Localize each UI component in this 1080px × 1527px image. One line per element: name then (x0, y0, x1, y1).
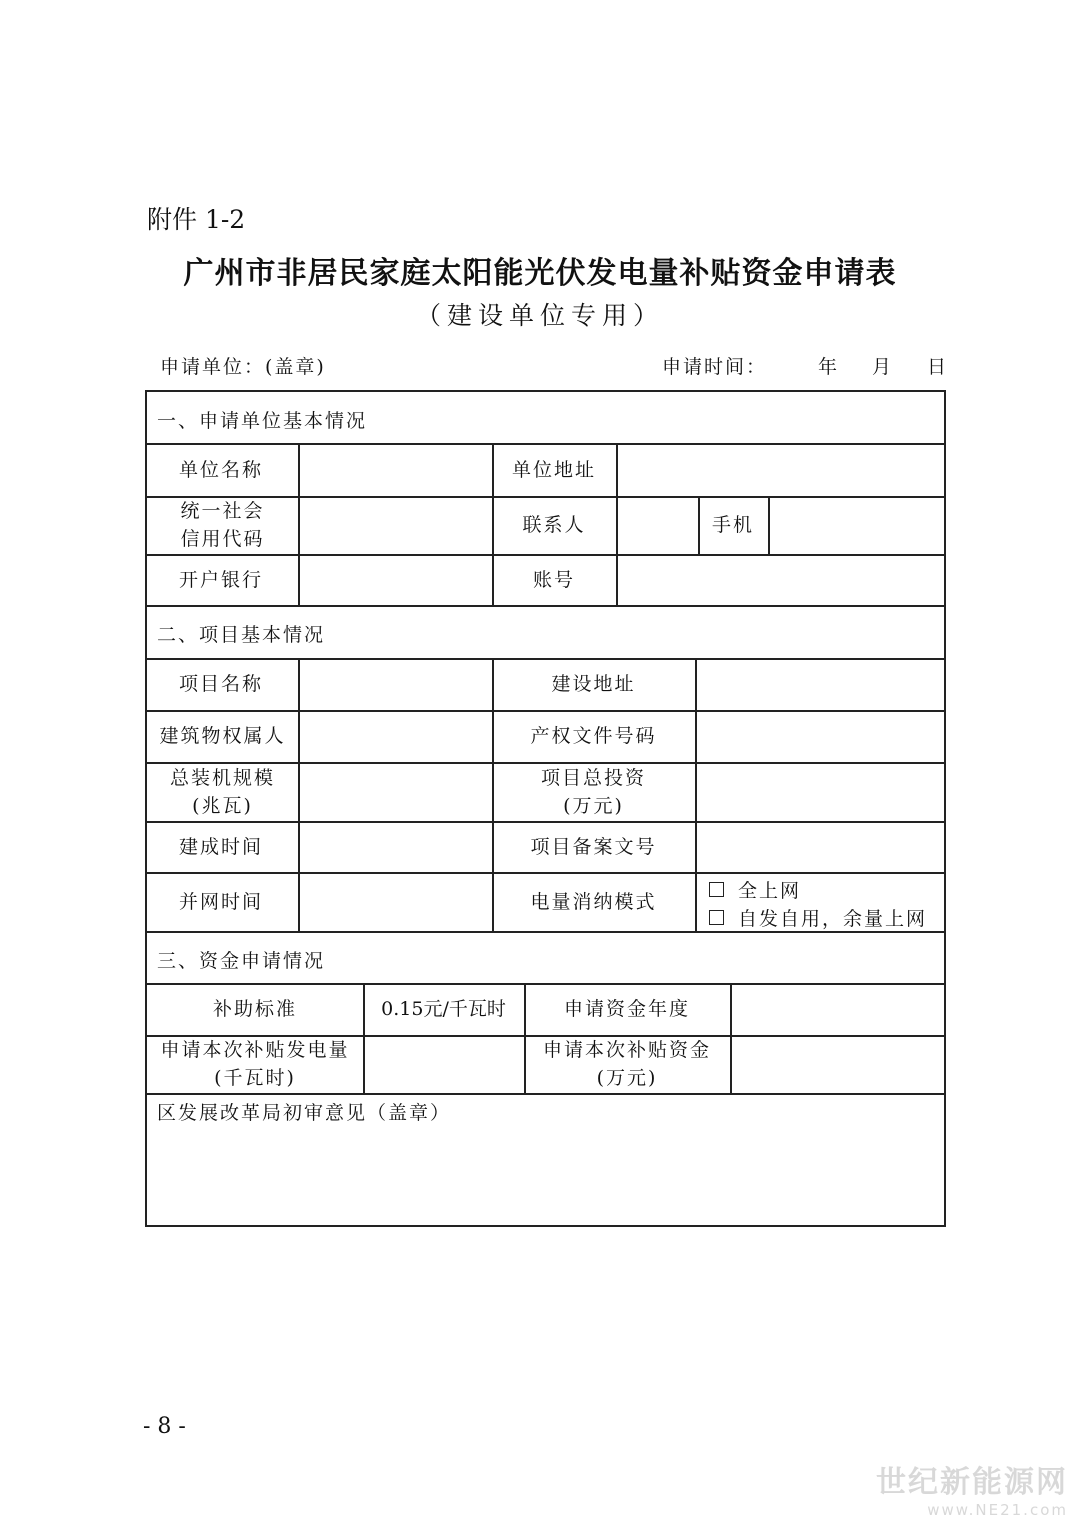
unit-name-label: 单位名称 (179, 458, 264, 481)
attachment-label: 附件 1-2 (147, 205, 246, 234)
table-rule (147, 931, 944, 933)
project-name-label: 项目名称 (179, 673, 264, 695)
apply-unit-label: 申请单位：(盖章) (160, 356, 326, 378)
energy-line1: 申请本次补贴发电量 (160, 1039, 350, 1061)
document-subtitle: （建设单位专用） (415, 301, 664, 330)
fund-year-label: 申请资金年度 (563, 998, 690, 1020)
consumption-mode-label: 电量消纳模式 (530, 890, 657, 913)
subsidy-standard-label: 补助标准 (212, 998, 297, 1020)
amount-line1: 申请本次补贴资金 (542, 1039, 711, 1061)
table-rule (695, 658, 697, 932)
build-address-label: 建设地址 (551, 673, 636, 695)
subsidy-standard-value: 0.15元/千瓦时 (381, 998, 506, 1020)
section-heading-applicant: 一、申请单位基本情况 (157, 410, 368, 432)
option-full-grid[interactable] (709, 876, 801, 903)
unit-address-label: 单位地址 (511, 458, 596, 481)
mobile-label: 手机 (711, 514, 754, 536)
checkbox-icon[interactable] (709, 882, 724, 897)
contact-label: 联系人 (522, 514, 586, 536)
option-self-use[interactable] (709, 904, 927, 931)
table-rule (730, 983, 732, 1094)
document-title: 广州市非居民家庭太阳能光伏发电量补贴资金申请表 (183, 256, 897, 291)
capacity-line2: (兆瓦) (192, 794, 253, 817)
property-doc-label: 产权文件号码 (530, 725, 657, 747)
amount-line2: (万元) (596, 1067, 658, 1089)
day-label: 日 (927, 356, 947, 378)
capacity-label (147, 762, 298, 821)
credit-code-line1: 统一社会 (180, 500, 265, 522)
review-opinion-label: 区发展改革局初审意见（盖章） (157, 1102, 452, 1124)
table-rule (768, 496, 770, 554)
amount-label (524, 1035, 730, 1093)
owner-label: 建筑物权属人 (159, 725, 286, 747)
investment-label (492, 762, 695, 821)
apply-time-label: 申请时间： (662, 356, 768, 378)
capacity-line1: 总装机规模 (169, 766, 275, 789)
table-rule (147, 605, 944, 607)
credit-code-line2: 信用代码 (180, 528, 265, 550)
page-number: - 8 - (143, 1414, 186, 1439)
bank-label: 开户银行 (179, 568, 264, 591)
grid-time-label: 并网时间 (179, 890, 264, 913)
watermark-name: 世纪新能源网 (876, 1465, 1068, 1500)
table-rule (147, 1093, 944, 1095)
table-rule (298, 443, 300, 606)
completion-time-label: 建成时间 (179, 835, 264, 858)
investment-line2: (万元) (563, 794, 624, 817)
energy-label (147, 1035, 363, 1093)
credit-code-label (147, 496, 298, 554)
application-form-table (145, 390, 946, 1227)
year-label: 年 (818, 356, 838, 378)
section-heading-project: 二、项目基本情况 (157, 624, 326, 646)
energy-line2: (千瓦时) (214, 1067, 296, 1089)
filing-no-label: 项目备案文号 (530, 835, 657, 858)
checkbox-icon[interactable] (709, 910, 724, 925)
account-label: 账号 (532, 568, 575, 591)
watermark (876, 1457, 1068, 1519)
table-rule (298, 658, 300, 932)
option-full-grid-label: 全上网 (738, 880, 802, 902)
month-label: 月 (872, 356, 892, 378)
investment-line1: 项目总投资 (540, 766, 646, 789)
watermark-url: www.NE21.com (927, 1501, 1068, 1519)
table-rule (616, 443, 618, 606)
section-heading-funding: 三、资金申请情况 (157, 950, 326, 972)
option-self-use-label: 自发自用，余量上网 (738, 908, 928, 930)
